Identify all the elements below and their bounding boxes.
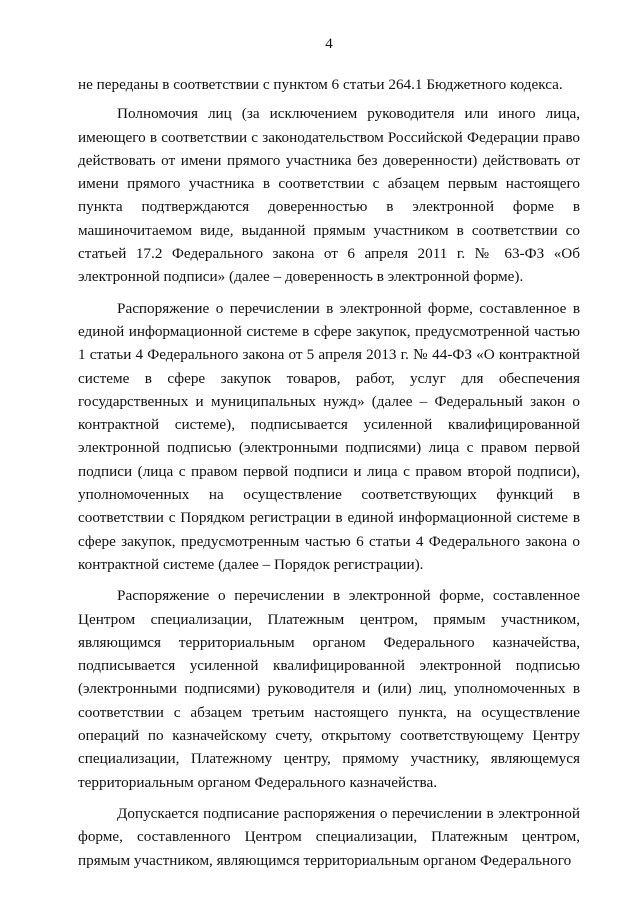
paragraph-signing-allowed: Допускается подписание распоряжения о перечислении в электронной форме, составленного Центром специализации, Платежным центром, прямым участником, являющимся территориальным органом Федерального (78, 804, 580, 869)
paragraph-order-center: Распоряжение о перечислении в электронной форме, составленное Центром специализации, Платежным центром, прямым участником, являющимся территориальным органом Федерального казначейства, подписывается усиленной квалифицированной электронной подписью (электронными подписями) руководителя и (или) лиц, уполномоченных в соответствии с абзацем третьим настоящего пункта, на осуществление операций по казначейскому счету, открытому соответствующему Центру специализации, Платежному центру, прямому участнику, являющемуся территориальным органом Федерального казначейства. (78, 587, 580, 791)
paragraph-order-eis: Распоряжение о перечислении в электронной форме, составленное в единой информационной системе в сфере закупок, предусмотренной частью 1 статьи 4 Федерального закона от 5 апреля 2013 г. № 44-ФЗ «О контрактной системе в сфере закупок товаров, работ, услуг для обеспечения государственных и муниципальных нужд» (далее – Федеральный закон о контрактной системе), подписывается усиленной квалифицированной электронной подписью (электронными подписями) лица с правом первой подписи (лица с правом первой подписи и лица с правом второй подписи), уполномоченных на осуществление соответствующих функций в соответствии с Порядком регистрации в единой информационной системе в сфере закупок, предусмотренным частью 6 статьи 4 Федерального закона о контрактной системе (далее – Порядок регистрации). (78, 299, 580, 573)
paragraph-continuation: не переданы в соответствии с пунктом 6 статьи 264.1 Бюджетного кодекса. (78, 76, 563, 93)
paragraph-authority: Полномочия лиц (за исключением руководителя или иного лица, имеющего в соответствии с законодательством Российской Федерации право действовать от имени прямого участника без доверенности) действовать от имени прямого участника в соответствии с абзацем первым настоящего пункта подтверждаются доверенностью в электронной форме в машиночитаемом виде, выданной прямым участником в соответствии со статьей 17.2 Федерального закона от 6 апреля 2011 г. № 63-ФЗ «Об электронной подписи» (далее – доверенность в электронной форме). (78, 105, 580, 286)
page-number: 4 (325, 36, 333, 52)
